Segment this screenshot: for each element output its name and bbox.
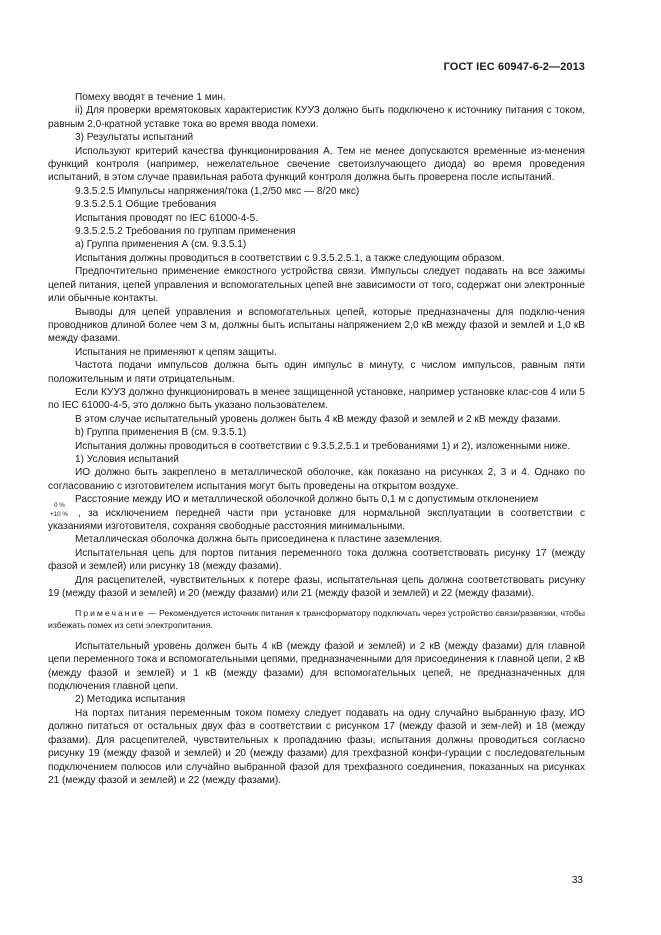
document-header: ГОСТ IEC 60947-6-2—2013 bbox=[443, 61, 585, 73]
paragraph: Для расцепителей, чувствительных к потере фазы, испытательная цепь должна соответствовать рисунку 19 (между фазой и землей) и 20 (между фазами) или 21 (между фазой и землей) и 22 (между фазами). bbox=[48, 574, 585, 600]
paragraph: В этом случае испытательный уровень должен быть 4 кВ между фазой и землей и 2 кВ между фазами. bbox=[75, 413, 561, 425]
paragraph: Используют критерий качества функционирования А. Тем не менее допускаются временные из-менения функций контроля (например, нежелательное свечение светоизлучающего диода) во время проведения испытаний, в этом случае правильная работа функций контроля должна быть проверена после испытаний. bbox=[48, 145, 585, 184]
subheading: b) Группа применения В (см. 9.3.5.1) bbox=[75, 427, 247, 439]
paragraph: ИО должно быть закреплено в металлической оболочке, как показано на рисунках 2, 3 и 4. Однако по согласованию с изготовителем испытания могут быть проведены на открытом воздухе. bbox=[48, 467, 585, 492]
note bbox=[48, 608, 585, 630]
paragraph: Испытания не применяют к цепям защиты. bbox=[75, 346, 277, 358]
tolerance-upper: 0 % bbox=[54, 501, 65, 509]
subheading: а) Группа применения А (см. 9.3.5.1) bbox=[75, 239, 247, 251]
paragraph: Испытания должны проводиться в соответствии с 9.3.5.2.5.1, а также следующим образом. bbox=[75, 252, 505, 264]
paragraph: Помеху вводят в течение 1 мин. bbox=[75, 92, 226, 103]
page-number: 33 bbox=[571, 875, 583, 886]
paragraph: Если КУУЗ должно функционировать в менее защищенной установке, например установке клас-сов 4 или 5 по IEC 61000-4-5, это должно быть указано пользователем. bbox=[48, 386, 585, 412]
paragraph: Предпочтительно применение емкостного устройства связи. Импульсы следует подавать на все зажимы цепей питания, цепей управления и вспомогательных цепей вне зависимости от того, содержат они электронные или обычные контакты. bbox=[48, 266, 585, 305]
paragraph: Испытания проводят по IEC 61000-4-5. bbox=[75, 212, 259, 224]
paragraph: Выводы для цепей управления и вспомогательных цепей, которые предназначены для подклю-чения проводников длиной более чем 3 м, должны быть испытаны напряжением 2,0 кВ между фазой и землей и 1,0 кВ между фазами. bbox=[48, 306, 585, 345]
distance-paragraph bbox=[48, 493, 585, 533]
page-body bbox=[48, 91, 585, 787]
distance-text-2: , за исключением передней части при установке для нормальной эксплуатации в соответствии с указаниями изготовителя, сохраняя свободные расстояния минимальными. bbox=[48, 507, 585, 532]
paragraph: Испытания должны проводиться в соответствии с 9.3.5.2.5.1 и требованиями 1) и 2), изложенными ниже. bbox=[75, 440, 571, 452]
paragraph: Испытательная цепь для портов питания переменного тока должна соответствовать рисунку 17 (между фазой и землей) или рисунку 18 (между фазами). bbox=[48, 547, 585, 573]
distance-text-1: Расстояние между ИО и металлической оболочкой должно быть 0,1 м с допустимым отклонением bbox=[75, 494, 539, 506]
subheading: 1) Условия испытаний bbox=[75, 453, 179, 465]
paragraph: Испытательный уровень должен быть 4 кВ (между фазой и землей) и 2 кВ (между фазами) для главной цепи переменного тока и вспомогательными цепями, предназначенными для присоединения к главной цепи, 2 кВ (между фазой и землей) и 1 кВ (между фазами) для вспомогательных цепей, не предназначенных для подключения главной цепи. bbox=[48, 640, 585, 693]
paragraph: ii) Для проверки времятоковых характеристик КУУЗ должно быть подключено к источнику питания с током, равным 2,0-кратной уставке тока во время ввода помехи. bbox=[48, 105, 585, 130]
note-text: — Рекомендуется источник питания к трансформатору подключать через устройство связи/развязки, чтобы избежать помех из сети электропитания. bbox=[48, 608, 585, 630]
subheading: 3) Результаты испытаний bbox=[75, 132, 194, 144]
section-heading: 9.3.5.2.5.2 Требования по группам применения bbox=[75, 226, 296, 238]
note-label: Примечание bbox=[75, 608, 146, 619]
section-heading: 9.3.5.2.5.1 Общие требования bbox=[75, 199, 217, 211]
paragraph: Металлическая оболочка должна быть присоединена к пластине заземления. bbox=[75, 534, 443, 546]
subheading: 2) Методика испытания bbox=[75, 694, 186, 706]
tolerance-lower: +10 % bbox=[50, 510, 69, 518]
section-heading: 9.3.5.2.5 Импульсы напряжения/тока (1,2/50 мкс — 8/20 мкс) bbox=[75, 185, 360, 197]
tolerance-stack bbox=[48, 501, 78, 520]
paragraph: На портах питания переменным током помеху следует подавать на одну случайно выбранную фазу, ИО должно питаться от остальных двух фаз в соответствии с рисунком 17 (между фазой и зем-лей) и 18 (между фазами). Для расцепителей, чувствительных к пропаданию фазы, испытания должны проводиться согласно рисунку 19 (между фазой и землей) и 20 (между фазами) для трехфазной конфи-гурации с последовательным подключением полюсов или случайно выбранной фазой для трехфазного соединения, показанных на рисунках 21 (между фазой и землей) и 22 (между фазами). bbox=[48, 707, 585, 786]
paragraph: Частота подачи импульсов должна быть один импульс в минуту, с числом импульсов, равным пяти положительным и пяти отрицательным. bbox=[48, 360, 585, 385]
